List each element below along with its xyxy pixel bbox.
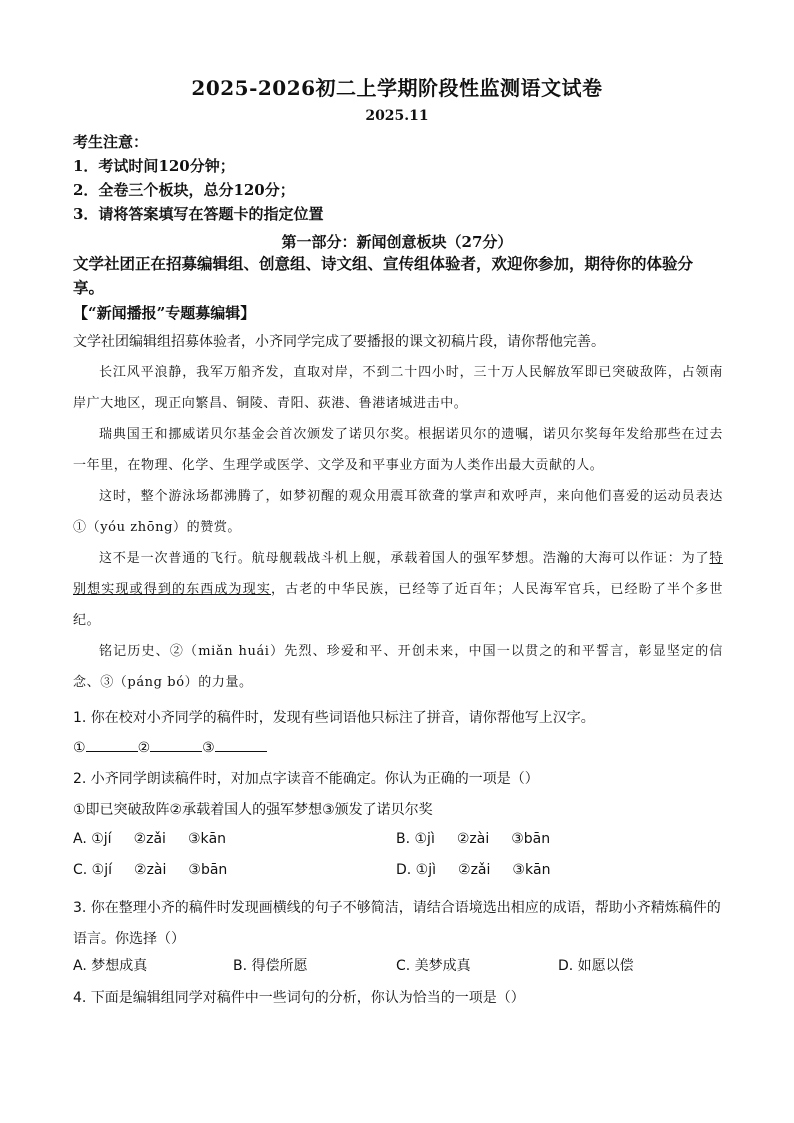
question-1: 1. 你在校对小齐同学的稿件时，发现有些词语他只标注了拼音，请你帮他写上汉字。: [73, 710, 595, 726]
option-d[interactable]: D. ①jì ②zǎi ③kān: [396, 862, 551, 878]
notice-item-3: 3．请将答案填写在答题卡的指定位置: [73, 205, 324, 223]
question-2: 2. 小齐同学朗读稿件时，对加点字读音不能确定。你认为正确的一项是（）: [73, 771, 539, 787]
option-a[interactable]: A. ①jí ②zǎi ③kān: [73, 831, 227, 847]
passage-paragraph-5: 铭记历史、②（miǎn huái）先烈、珍爱和平、开创未来，中国一以贯之的和平誓言，彰显坚定的信念、③（páng bó）的力量。: [73, 644, 723, 690]
underlined-sentence: 特别想实现或得到的东西成为现实: [73, 551, 723, 597]
option-b[interactable]: B. ①jì ②zài ③bān: [396, 831, 551, 847]
option-d[interactable]: D. 如愿以偿: [558, 958, 634, 974]
option-a[interactable]: A. 梦想成真: [73, 958, 148, 974]
exam-title: 2025-2026初二上学期阶段性监测语文试卷: [191, 76, 603, 100]
passage-paragraph-3: 这时，整个游泳场都沸腾了，如梦初醒的观众用震耳欲聋的掌声和欢呼声，来向他们喜爱的运动员表达①（yóu zhōng）的赞赏。: [73, 489, 723, 535]
notice-item-1: 1．考试时间120分钟；: [73, 157, 235, 175]
blank-2-label: ②: [137, 740, 151, 756]
notice-heading: 考生注意：: [73, 133, 149, 151]
section-intro: 文学社团正在招募编辑组、创意组、诗文组、宣传组体验者，欢迎你参加，期待你的体验分享。: [73, 254, 694, 297]
passage-paragraph-1: 长江风平浪静，我军万船齐发，直取对岸，不到二十四小时，三十万人民解放军即已突破敌阵，占领南岸广大地区，现正向繁昌、铜陵、青阳、荻港、鲁港诸城进击中。: [73, 365, 723, 411]
task-intro: 文学社团编辑组招募体验者，小齐同学完成了要播报的课文初稿片段，请你帮他完善。: [73, 334, 605, 350]
option-b[interactable]: B. 得偿所愿: [233, 958, 308, 974]
question-1-blanks: [73, 737, 723, 759]
question-3: 3. 你在整理小齐的稿件时发现画横线的句子不够简洁，请结合语境选出相应的成语，帮助小齐精炼稿件的语言。你选择（）: [73, 900, 721, 947]
blank-1-line[interactable]: [86, 737, 138, 752]
question-2-items: ①即已突破敌阵②承载着国人的强军梦想③颁发了诺贝尔奖: [73, 802, 433, 818]
passage-4-text-a: 这不是一次普通的飞行。航母舰载战斗机上舰，承载着国人的强军梦想。浩瀚的大海可以作证：为了: [99, 551, 710, 566]
blank-2-line[interactable]: [150, 737, 202, 752]
question-4: 4. 下面是编辑组同学对稿件中一些词句的分析，你认为恰当的一项是（）: [73, 990, 525, 1006]
section-title: 第一部分：新闻创意板块（27分）: [281, 233, 513, 251]
subhead: 【“新闻播报”专题募编辑】: [73, 304, 256, 322]
option-c[interactable]: C. 美梦成真: [396, 958, 471, 974]
blank-1-label: ①: [73, 740, 86, 756]
blank-3-line[interactable]: [215, 737, 267, 752]
news-passage: [73, 357, 723, 698]
notice-item-2: 2．全卷三个板块，总分120分；: [73, 181, 295, 199]
passage-paragraph-4: [73, 543, 723, 636]
exam-date: 2025.11: [365, 108, 429, 124]
passage-4-text-b: ，古老的中华民族，已经等了近百年；人民海军官兵，已经盼了半个多世纪。: [73, 582, 724, 628]
option-c[interactable]: C. ①jí ②zài ③bān: [73, 862, 228, 878]
passage-paragraph-2: 瑞典国王和挪威诺贝尔基金会首次颁发了诺贝尔奖。根据诺贝尔的遗嘱，诺贝尔奖每年发给那些在过去一年里，在物理、化学、生理学或医学、文学及和平事业方面为人类作出最大贡献的人。: [73, 427, 723, 473]
blank-3-label: ③: [202, 740, 215, 756]
